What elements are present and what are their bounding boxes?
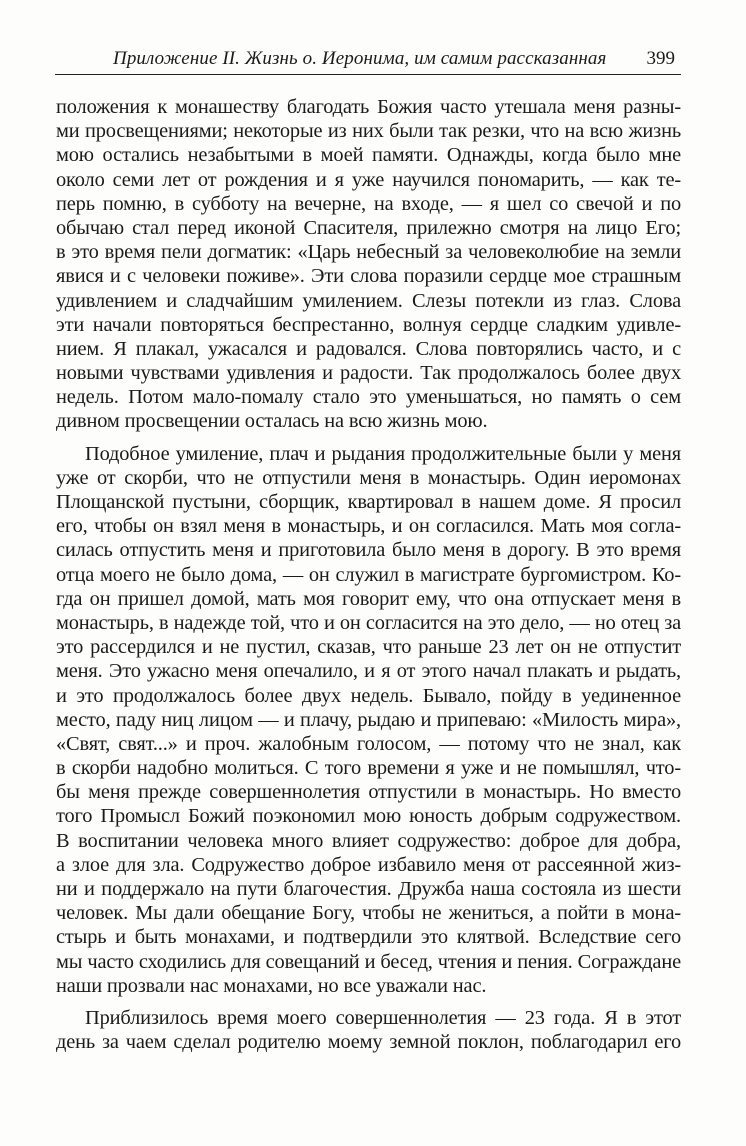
text-line: человек. Мы дали обещание Богу, чтобы не жениться, а пойти в мона-: [56, 902, 681, 925]
text-line: удивлением и сладчайшим умилением. Слезы потекли из глаз. Слова: [56, 289, 681, 312]
text-line: отца моего не было дома, — он служил в магистрате бургомистром. Ко-: [56, 563, 681, 586]
text-line: а злое для зла. Содружество доброе избавило меня от рассеянной жиз-: [56, 853, 681, 876]
paragraph: [56, 442, 681, 998]
text-line: того Промысл Божий поэкономил мою юность добрым содружеством.: [56, 805, 681, 828]
text-line: в это время пели догматик: «Царь небесный за человеколюбие на земли: [56, 241, 681, 264]
text-line: Подобное умиление, плач и рыдания продолжительные были у меня: [85, 442, 681, 465]
text-line: новыми чувствами удивления и радости. Так продолжалось более двух: [56, 362, 681, 385]
paragraph: [56, 95, 681, 434]
text-line: меня. Это ужасно меня опечалило, и я от этого начал плакать и рыдать,: [56, 660, 681, 683]
text-line: и это продолжалось более двух недель. Бывало, пойду в уединенное: [56, 684, 681, 707]
running-title: Приложение II. Жизнь о. Иеронима, им самим рассказанная: [113, 48, 607, 69]
text-line: это рассердился и не пустил, сказав, что раньше 23 лет он не отпустит: [56, 636, 681, 659]
paragraph: [56, 1006, 681, 1054]
text-line: Площанской пустыни, сборщик, квартировал в нашем доме. Я просил: [56, 491, 681, 513]
text-line: дивном просвещении осталась на всю жизнь мою.: [56, 410, 488, 433]
text-line: положения к монашеству благодать Божия часто утешала меня разны-: [56, 96, 681, 118]
text-line: Приблизилось время моего совершеннолетия — 23 года. Я в этот: [85, 1006, 681, 1029]
text-line: стырь и быть монахами, и подтвердили это клятвой. Вследствие сего: [56, 926, 681, 949]
text-line: перь помню, в субботу на вечерне, на входе, — я шел со свечой и по: [56, 192, 681, 215]
text-line: «Свят, свят...» и проч. жалобным голосом, — потому что не знал, как: [56, 732, 681, 755]
text-line: мы часто сходились для совещаний и бесед, чтения и пения. Сограждане: [56, 950, 681, 973]
text-line: силась отпустить меня и приготовила было меня в дорогу. В это время: [56, 539, 681, 562]
body-text: [56, 95, 681, 1054]
text-line: наши прозвали нас монахами, но все уважали нас.: [56, 974, 487, 997]
text-line: эти начали повторяться беспрестанно, волнуя сердце сладким удивле-: [56, 313, 681, 336]
text-line: в скорби надобно молиться. С того времени я уже и не помышлял, что-: [56, 757, 681, 780]
text-line: нием. Я плакал, ужасался и радовался. Слова повторялись часто, и с: [56, 337, 681, 360]
text-line: день за чаем сделал родителю моему земной поклон, поблагодарил его: [56, 1031, 681, 1054]
page-number: 399: [646, 48, 675, 69]
text-line: гда он пришел домой, мать моя говорит ему, что она отпускает меня в: [56, 587, 681, 610]
text-line: мою остались незабытыми в моей памяти. Однажды, когда было мне: [56, 144, 681, 167]
text-line: монастырь, в надежде той, что и он согласится на это дело, — но отец за: [56, 611, 681, 634]
text-line: недель. Потом мало-помалу стало это уменьшаться, но память о сем: [56, 386, 681, 409]
text-line: обычаю стал перед иконой Спасителя, прилежно смотря на лицо Его;: [56, 216, 681, 239]
text-line: ни и поддержало на пути благочестия. Дружба наша состояла из шести: [56, 878, 681, 900]
text-line: ми просвещениями; некоторые из них были так резки, что на всю жизнь: [56, 120, 681, 143]
text-line: бы меня прежде совершеннолетия отпустили в монастырь. Но вместо: [56, 781, 681, 804]
text-line: явися и с человеки поживе». Эти слова поразили сердце мое страшным: [56, 265, 681, 288]
text-line: В воспитании человека много влияет содружество: доброе для добра,: [56, 829, 681, 852]
text-line: его, чтобы он взял меня в монастырь, и он согласился. Мать моя согла-: [56, 515, 681, 538]
page-header: [55, 46, 681, 75]
text-line: место, паду ниц лицом — и плачу, рыдаю и припеваю: «Милость мира»,: [56, 708, 681, 731]
text-line: уже от скорби, что не отпустили меня в монастырь. Один иеромонах: [56, 466, 681, 489]
text-line: около семи лет от рождения и я уже научился пономарить, — как те-: [56, 168, 681, 191]
